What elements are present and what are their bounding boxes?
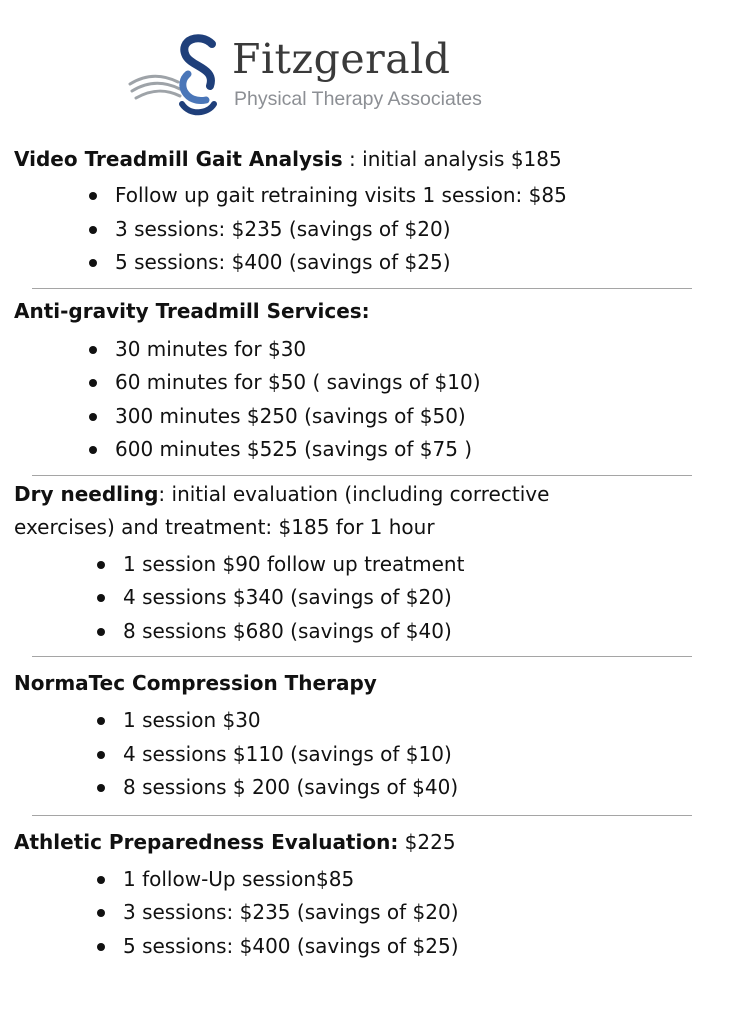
section-divider [32,656,692,657]
section-detail: : initial analysis $185 [342,147,562,171]
list-item: 4 sessions $110 (savings of $10) [14,738,694,772]
list-item: 8 sessions $680 (savings of $40) [14,615,694,649]
company-logo [128,34,508,118]
section-title: Dry needling [14,481,159,506]
list-item: 5 sessions: $400 (savings of $25) [14,930,694,964]
list-item: 300 minutes $250 (savings of $50) [14,400,694,434]
section-heading [14,667,694,700]
section-detail: : initial evaluation (including corrective exercises) and treatment: $185 for 1 hour [14,481,550,539]
section-divider [32,475,692,476]
section-heading [14,295,694,328]
logo-tagline: Physical Therapy Associates [234,88,482,110]
price-list [14,863,694,964]
price-list [14,333,694,467]
section-dry-needling [14,478,694,649]
list-item: Follow up gait retraining visits 1 session: $85 [14,179,694,213]
section-heading [14,826,694,859]
list-item: 3 sessions: $235 (savings of $20) [14,896,694,930]
section-heading [14,143,694,176]
list-item: 1 session $30 [14,704,694,738]
price-list [14,548,694,649]
section-divider [32,815,692,816]
section-detail: $225 [398,829,456,854]
list-item: 4 sessions $340 (savings of $20) [14,581,694,615]
list-item: 8 sessions $ 200 (savings of $40) [14,771,694,805]
price-list [14,704,694,805]
list-item: 1 session $90 follow up treatment [14,548,694,582]
section-heading [14,478,654,544]
price-list [14,179,694,280]
list-item: 3 sessions: $235 (savings of $20) [14,213,694,247]
list-item: 5 sessions: $400 (savings of $25) [14,246,694,280]
section-title: Video Treadmill Gait Analysis [14,147,343,171]
logo-wordmark: Fitzgerald [232,35,451,83]
section-anti-gravity [14,295,694,467]
list-item: 600 minutes $525 (savings of $75 ) [14,433,694,467]
list-item: 1 follow-Up session$85 [14,863,694,897]
section-title: Anti-gravity Treadmill Services: [14,298,370,323]
list-item: 60 minutes for $50 ( savings of $10) [14,366,694,400]
section-athletic-evaluation [14,826,694,964]
section-title: Athletic Preparedness Evaluation: [14,829,399,854]
swirl-logo-icon [128,34,220,118]
section-normatec [14,667,694,805]
section-gait-analysis [14,143,694,280]
pricing-list [14,143,694,963]
list-item: 30 minutes for $30 [14,333,694,367]
section-title: NormaTec Compression Therapy [14,671,377,695]
section-divider [32,288,692,289]
